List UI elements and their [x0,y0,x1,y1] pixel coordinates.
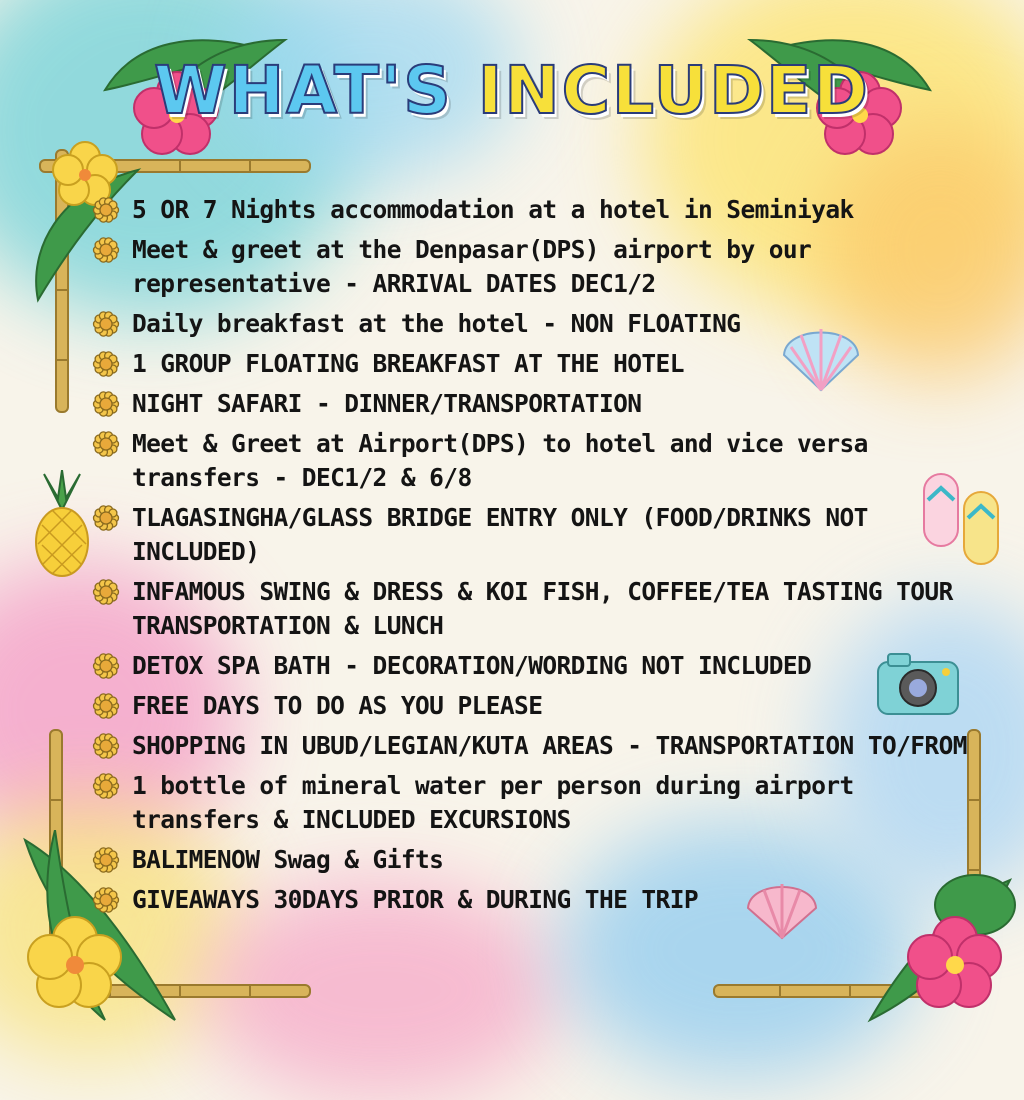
list-item [92,769,972,837]
list-item-text: DETOX SPA BATH - DECORATION/WORDING NOT INCLUDED [132,651,812,680]
list-item [92,649,972,683]
list-item [92,575,972,643]
list-item-text: FREE DAYS TO DO AS YOU PLEASE [132,691,543,720]
sun-bullet-icon [92,886,120,914]
sun-bullet-icon [92,772,120,800]
list-item-text: TLAGASINGHA/GLASS BRIDGE ENTRY ONLY (FOOD/DRINKS NOT INCLUDED) [132,503,868,566]
sun-bullet-icon [92,504,120,532]
list-item-text: Meet & Greet at Airport(DPS) to hotel and vice versa transfers - DEC1/2 & 6/8 [132,429,868,492]
page-title [0,52,1024,129]
list-item-text: Meet & greet at the Denpasar(DPS) airport by our representative - ARRIVAL DATES DEC1/2 [132,235,812,298]
list-item [92,347,972,381]
list-item [92,427,972,495]
sun-bullet-icon [92,578,120,606]
sun-bullet-icon [92,732,120,760]
sun-bullet-icon [92,196,120,224]
sun-bullet-icon [92,350,120,378]
list-item-text: INFAMOUS SWING & DRESS & KOI FISH, COFFEE/TEA TASTING TOUR TRANSPORTATION & LUNCH [132,577,953,640]
list-item [92,233,972,301]
inclusions-list [92,193,972,923]
hibiscus-icon [25,915,125,1015]
list-item [92,843,972,877]
list-item [92,387,972,421]
list-item [92,193,972,227]
hibiscus-icon [905,915,1005,1015]
title-part-2: INCLUDED [477,52,870,129]
sun-bullet-icon [92,652,120,680]
sun-bullet-icon [92,692,120,720]
list-item-text: 1 bottle of mineral water per person during airport transfers & INCLUDED EXCURSIONS [132,771,854,834]
list-item-text: GIVEAWAYS 30DAYS PRIOR & DURING THE TRIP [132,885,699,914]
list-item-text: 1 GROUP FLOATING BREAKFAST AT THE HOTEL [132,349,684,378]
sun-bullet-icon [92,390,120,418]
list-item-text: Daily breakfast at the hotel - NON FLOATING [132,309,741,338]
list-item-text: SHOPPING IN UBUD/LEGIAN/KUTA AREAS - TRANSPORTATION TO/FROM [132,731,967,760]
list-item [92,501,972,569]
sun-bullet-icon [92,430,120,458]
list-item [92,883,972,917]
sun-bullet-icon [92,310,120,338]
title-part-1: WHAT'S [154,52,453,129]
list-item [92,689,972,723]
sun-bullet-icon [92,236,120,264]
list-item [92,307,972,341]
list-item [92,729,972,763]
pineapple-icon [22,470,102,580]
list-item-text: BALIMENOW Swag & Gifts [132,845,444,874]
sun-bullet-icon [92,846,120,874]
list-item-text: 5 OR 7 Nights accommodation at a hotel in Seminiyak [132,195,854,224]
list-item-text: NIGHT SAFARI - DINNER/TRANSPORTATION [132,389,642,418]
